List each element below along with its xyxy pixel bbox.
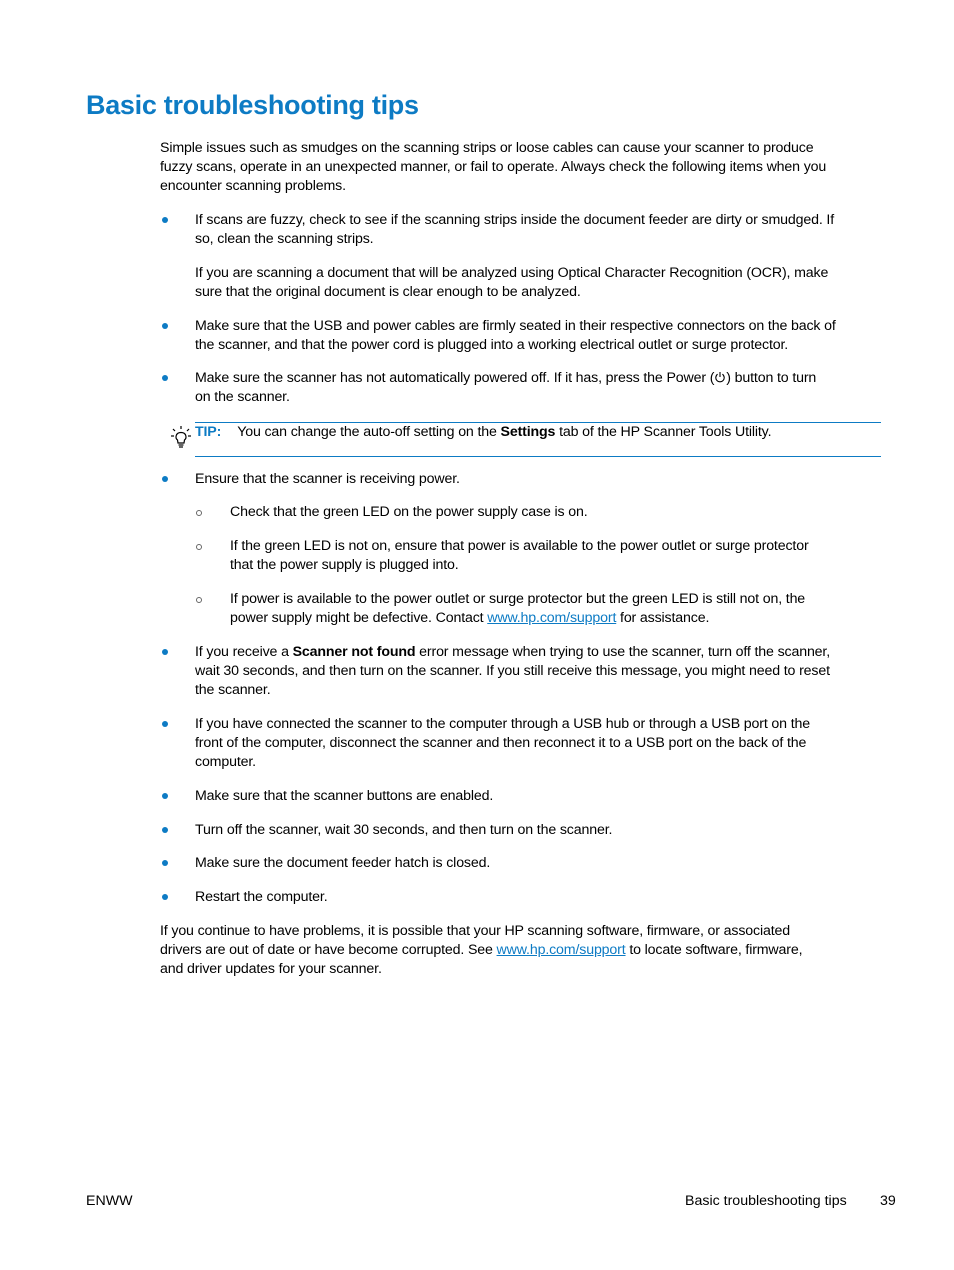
list-item-text: Ensure that the scanner is receiving power. <box>195 471 460 487</box>
list-item <box>195 787 493 806</box>
support-link[interactable]: www.hp.com/support <box>496 942 626 958</box>
list-item <box>195 470 460 489</box>
page-title: Basic troubleshooting tips <box>86 90 419 120</box>
list-item-text: front of the computer, disconnect the scanner and then reconnect it to a USB port on the back of the <box>195 735 807 751</box>
tip-label: TIP: <box>195 424 222 440</box>
bullet-icon <box>162 217 168 223</box>
list-item-text: the scanner. <box>195 682 271 698</box>
intro-line: Simple issues such as smudges on the scanning strips or loose cables can cause your scanner to produce <box>160 140 814 156</box>
list-item-text: the scanner, and that the power cord is plugged into a working electrical outlet or surge protector. <box>195 337 789 353</box>
list-item-text: on the scanner. <box>195 389 290 405</box>
sub-list-item <box>230 503 588 522</box>
tip-bold-text: Settings <box>500 424 556 440</box>
closing-line: If you continue to have problems, it is possible that your HP scanning software, firmware, or associated <box>160 923 790 939</box>
tip-text-part: tab of the HP Scanner Tools Utility. <box>555 424 772 440</box>
list-item-text: wait 30 seconds, and then turn on the scanner. If you still receive this message, you might need to reset <box>195 663 830 679</box>
closing-paragraph <box>160 922 802 979</box>
closing-text-part: drivers are out of date or have become corrupted. See <box>160 942 497 958</box>
list-item-text: If you have connected the scanner to the computer through a USB hub or through a USB port on the <box>195 716 810 732</box>
list-item-text: Turn off the scanner, wait 30 seconds, and then turn on the scanner. <box>195 822 613 838</box>
list-item-text <box>195 369 816 388</box>
closing-text-part: to locate software, firmware, <box>625 942 803 958</box>
bullet-icon <box>162 721 168 727</box>
lightbulb-icon <box>170 425 192 449</box>
bullet-icon <box>162 375 168 381</box>
intro-line: encounter scanning problems. <box>160 178 346 194</box>
list-item <box>195 821 612 840</box>
sub-list-item-text: that the power supply is plugged into. <box>230 557 459 573</box>
list-item-text: Make sure that the USB and power cables are firmly seated in their respective connectors on the back of <box>195 318 836 334</box>
tip-line <box>195 423 771 442</box>
sub-bullet-icon <box>196 597 202 603</box>
list-item <box>195 211 834 249</box>
footer-page-number: 39 <box>880 1193 896 1209</box>
list-item <box>195 888 327 907</box>
list-item-followup <box>195 264 828 302</box>
closing-line: and driver updates for your scanner. <box>160 961 382 977</box>
power-icon <box>714 371 726 383</box>
error-message-name: Scanner not found <box>292 644 416 660</box>
bullet-icon <box>162 323 168 329</box>
list-item-text: If you are scanning a document that will be analyzed using Optical Character Recognition (OCR), make <box>195 265 829 281</box>
footer-left-label: ENWW <box>86 1193 133 1209</box>
list-item-text <box>195 643 830 662</box>
list-item <box>195 854 490 873</box>
list-item-text: sure that the original document is clear enough to be analyzed. <box>195 284 581 300</box>
footer-section-title: Basic troubleshooting tips <box>685 1193 847 1209</box>
sub-bullet-icon <box>196 544 202 550</box>
bullet-icon <box>162 894 168 900</box>
list-item-text: Make sure that the scanner buttons are enabled. <box>195 788 494 804</box>
list-item <box>195 643 830 700</box>
sub-list-item <box>230 537 809 575</box>
list-item <box>195 369 816 407</box>
bullet-icon <box>162 476 168 482</box>
sub-list-item-text <box>230 609 805 628</box>
list-item-text: so, clean the scanning strips. <box>195 231 374 247</box>
list-item-text-part: If you receive a <box>195 644 293 660</box>
list-item <box>195 715 810 772</box>
sub-list-item <box>230 590 805 628</box>
bullet-icon <box>162 793 168 799</box>
sub-list-item-text-part: power supply might be defective. Contact <box>230 610 488 626</box>
sub-list-item-text-part: for assistance. <box>616 610 710 626</box>
tip-text <box>195 423 771 442</box>
list-item-text: Restart the computer. <box>195 889 328 905</box>
sub-list-item-text: Check that the green LED on the power supply case is on. <box>230 504 588 520</box>
list-item-text-part: ) button to turn <box>726 370 817 386</box>
list-item-text: Make sure the document feeder hatch is closed. <box>195 855 491 871</box>
tip-bottom-rule <box>195 456 881 457</box>
list-item-text: If scans are fuzzy, check to see if the scanning strips inside the document feeder are dirty or smudged. If <box>195 212 835 228</box>
bullet-icon <box>162 827 168 833</box>
sub-list-item-text: If power is available to the power outlet or surge protector but the green LED is still not on, the <box>230 591 806 607</box>
list-item-text-part: Make sure the scanner has not automatically powered off. If it has, press the Power ( <box>195 370 715 386</box>
list-item-text: computer. <box>195 754 256 770</box>
sub-bullet-icon <box>196 510 202 516</box>
intro-line: fuzzy scans, operate in an unexpected manner, or fail to operate. Always check the following items when you <box>160 159 827 175</box>
bullet-icon <box>162 649 168 655</box>
sub-list-item-text: If the green LED is not on, ensure that power is available to the power outlet or surge protector <box>230 538 809 554</box>
bullet-icon <box>162 860 168 866</box>
support-link[interactable]: www.hp.com/support <box>487 610 617 626</box>
closing-line <box>160 941 802 960</box>
intro-paragraph <box>160 139 826 196</box>
tip-text-part: You can change the auto-off setting on the <box>237 424 501 440</box>
list-item <box>195 317 836 355</box>
list-item-text-part: error message when trying to use the scanner, turn off the scanner, <box>415 644 831 660</box>
